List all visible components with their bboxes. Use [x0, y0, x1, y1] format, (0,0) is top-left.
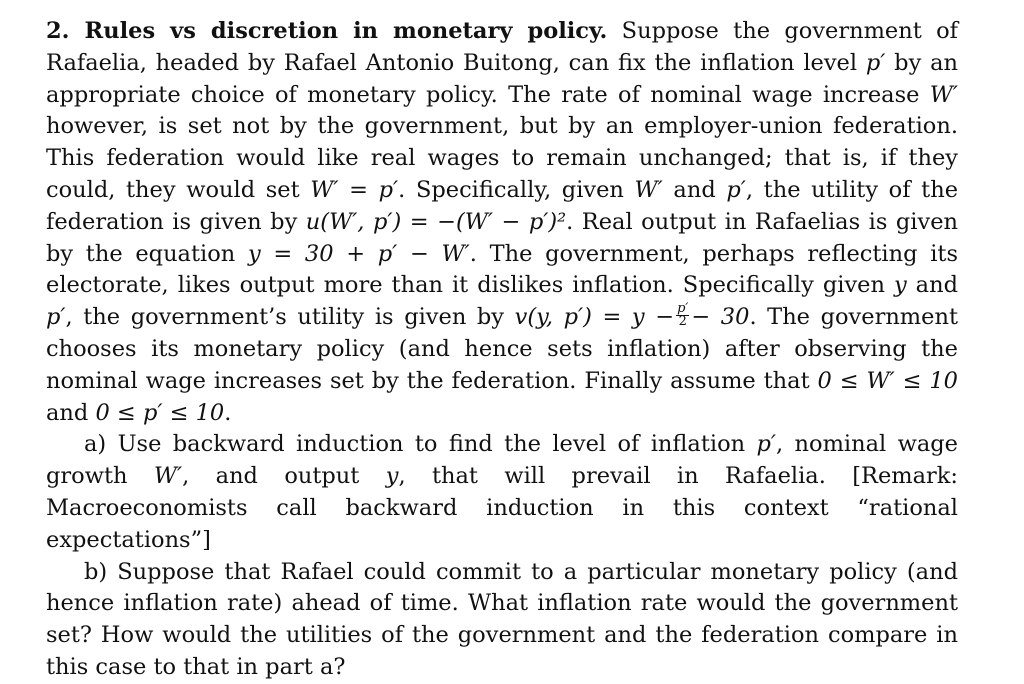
part-a-text: a) Use backward induction to find the level of inflation	[84, 431, 757, 458]
body-text: . The government, perhaps reflecting its electorate, likes output more than it dislikes inflation. Specifically given	[46, 240, 958, 299]
math-output-equation: y = 30 + p′ − W′	[247, 240, 470, 267]
math-inflation-bounds: 0 ≤ p′ ≤ 10	[95, 399, 225, 426]
math-output: y	[893, 272, 907, 299]
part-a-text: , and output	[182, 463, 386, 490]
body-text: .	[224, 399, 232, 426]
body-text: Suppose the government of Rafaelia, headed by Rafael Antonio Buitong, can fix the inflation level	[46, 18, 959, 76]
problem-heading: 2. Rules vs discretion in monetary policy.	[46, 18, 608, 44]
math-wage: W′	[929, 81, 958, 108]
math-equation: W′ = p′	[310, 176, 399, 203]
problem-statement	[46, 16, 958, 429]
body-text: . The government chooses its monetary policy (and hence sets inflation) after observing the nominal wage increases set by the federation. Finally assume that	[46, 304, 958, 394]
part-a	[46, 429, 958, 556]
math-inflation: p′	[756, 431, 777, 458]
fraction-numerator: p′	[677, 300, 689, 316]
math-wage: W′	[634, 176, 663, 203]
part-a-text: , that will prevail in Rafaelia. [Remark: Macroeconomists call backward induction in this context “rational expectations”]	[46, 463, 958, 553]
body-text: however, is set not by the government, but by an employer-union federation. This federation would like real wages to remain unchanged; that is, if they could, they would set	[46, 113, 958, 203]
body-text: by an appropriate choice of monetary policy. The rate of nominal wage increase	[46, 49, 958, 108]
part-b	[46, 557, 958, 684]
body-text: , the government’s utility is given by	[65, 304, 515, 331]
body-text: , the utility of the federation is given by	[46, 176, 959, 235]
math-government-utility-tail: − 30	[691, 304, 750, 331]
fraction-denominator: 2	[678, 313, 687, 329]
math-output: y	[385, 463, 399, 490]
part-a-text: , nominal wage growth	[46, 431, 958, 490]
body-text: and	[46, 399, 96, 426]
body-text: . Specifically, given	[398, 176, 635, 203]
math-wage: W′	[153, 463, 183, 490]
body-text: and	[662, 176, 727, 203]
body-text: and	[906, 272, 958, 299]
part-b-text: b) Suppose that Rafael could commit to a particular monetary policy (and hence inflation rate) ahead of time. What inflation rate would the government set? How would the utilities of the government and the federation compare in this case to that in part a?	[46, 558, 958, 680]
math-wage-bounds: 0 ≤ W′ ≤ 10	[817, 367, 958, 394]
math-inflation: p′	[865, 49, 886, 76]
math-federation-utility: u(W′, p′) = −(W′ − p′)²	[305, 208, 567, 235]
math-fraction	[676, 300, 689, 329]
math-government-utility: v(y, p′) = y −	[514, 304, 675, 331]
body-text: . Real output in Rafaelias is given by the equation	[46, 208, 959, 267]
math-inflation: p′	[726, 176, 746, 203]
math-inflation: p′	[46, 304, 66, 331]
